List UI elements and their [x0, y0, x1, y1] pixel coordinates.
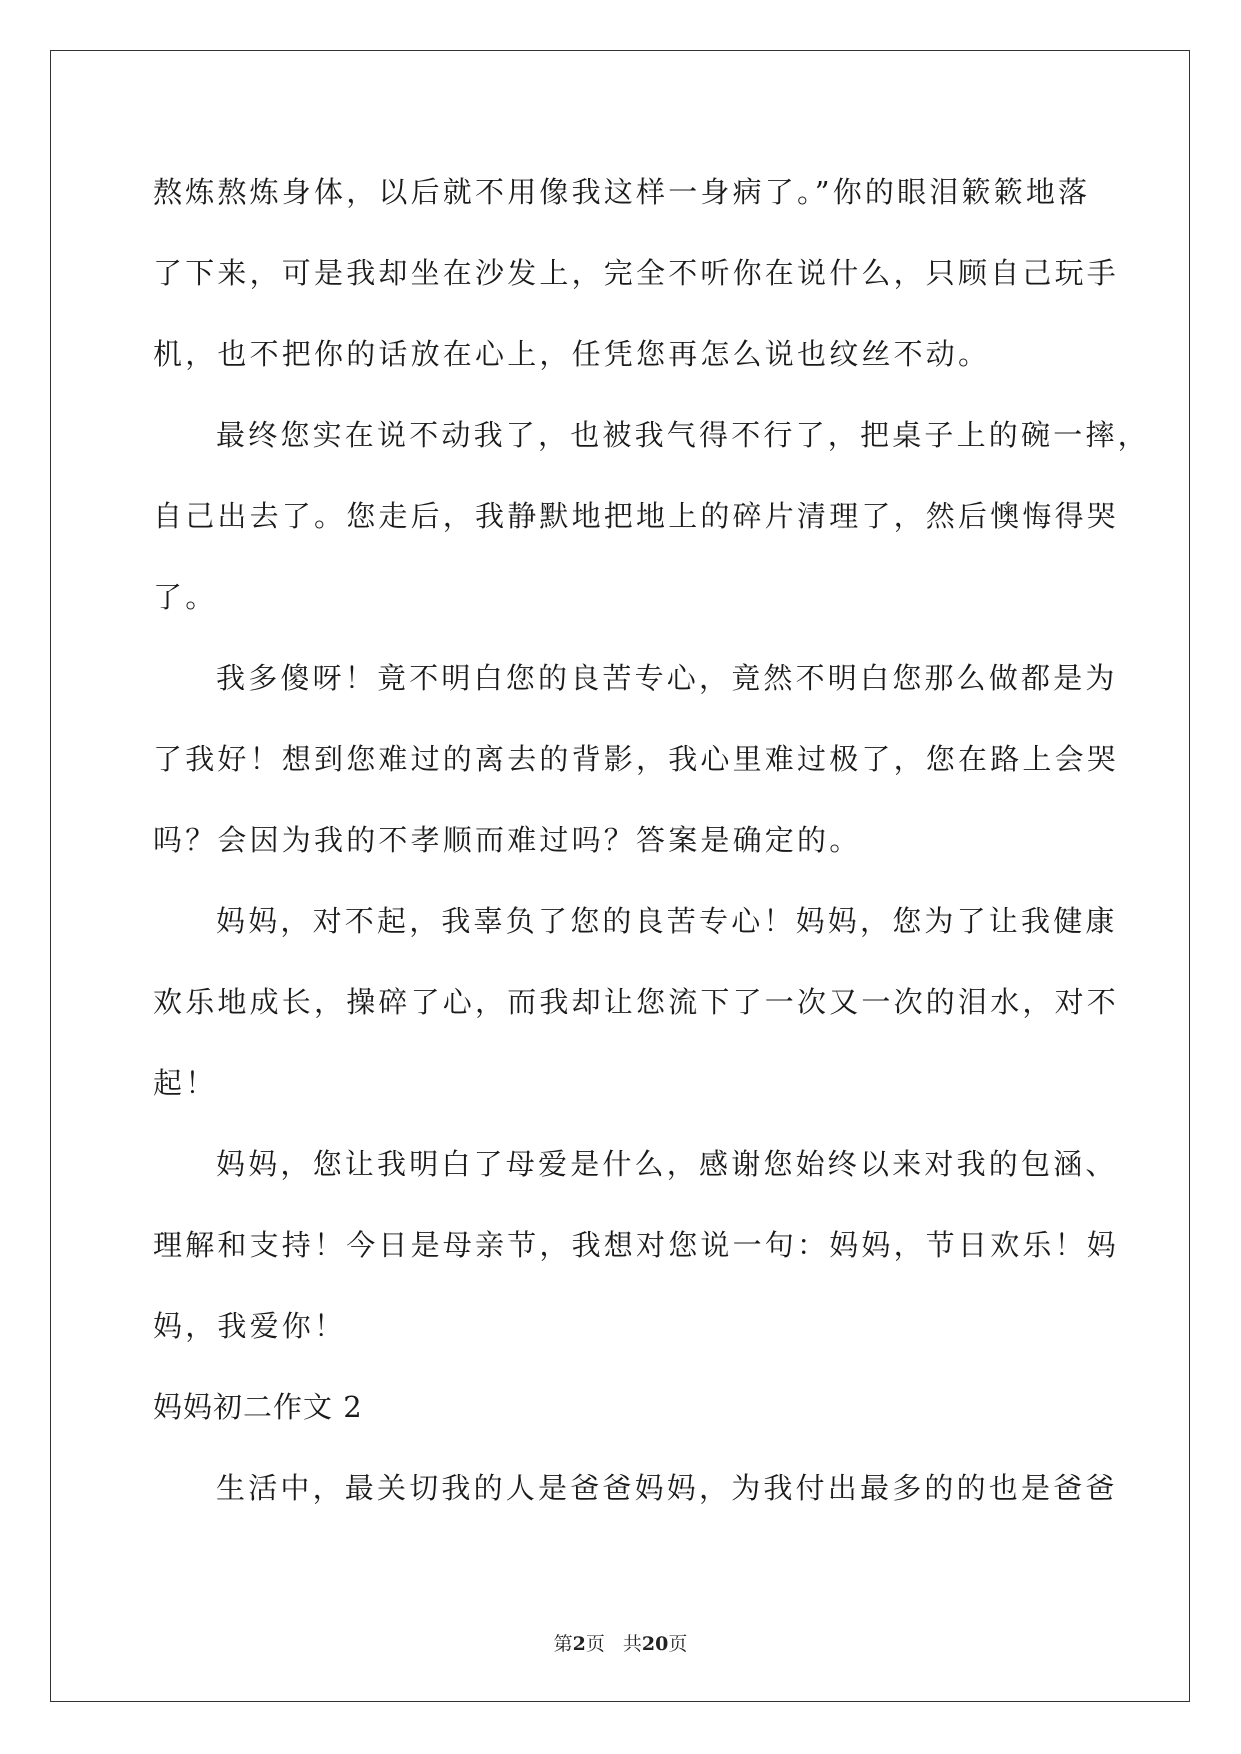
text-line: 熬炼熬炼身体，以后就不用像我这样一身病了。”你的眼泪簌簌地落: [153, 175, 1091, 209]
document-body: [153, 162, 1150, 1539]
text-line: 了。: [153, 580, 218, 614]
paragraph-start-line: 生活中，最关切我的人是爸爸妈妈，为我付出最多的的也是爸爸: [216, 1471, 1118, 1505]
text-line: 欢乐地成长，操碎了心，而我却让您流下了一次又一次的泪水，对不: [153, 985, 1120, 1019]
text-line: 机，也不把你的话放在心上，任凭您再怎么说也纹丝不动。: [153, 337, 991, 371]
page-suffix: 页: [585, 1633, 605, 1655]
paragraph-start-line: 我多傻呀！竟不明白您的良苦专心，竟然不明白您那么做都是为: [216, 661, 1118, 695]
paragraph-start-line: 妈妈，您让我明白了母爱是什么，感谢您始终以来对我的包涵、: [216, 1147, 1118, 1181]
text-line: 理解和支持！今日是母亲节，我想对您说一句：妈妈，节日欢乐！妈: [153, 1228, 1120, 1262]
page-footer: [0, 1630, 1241, 1658]
section-heading: 妈妈初二作文 2: [153, 1390, 363, 1424]
total-suffix: 页: [668, 1633, 688, 1655]
page-prefix: 第: [553, 1633, 573, 1655]
paragraph-start-line: 妈妈，对不起，我辜负了您的良苦专心！妈妈，您为了让我健康: [216, 904, 1118, 938]
total-prefix: 共: [622, 1633, 642, 1655]
text-line: 妈，我爱你！: [153, 1309, 347, 1343]
paragraph-start-line: 最终您实在说不动我了，也被我气得不行了，把桌子上的碗一摔，: [216, 418, 1150, 452]
text-line: 了下来，可是我却坐在沙发上，完全不听你在说什么，只顾自己玩手: [153, 256, 1120, 290]
text-line: 自己出去了。您走后，我静默地把地上的碎片清理了，然后懊悔得哭: [153, 499, 1120, 533]
text-line: 起！: [153, 1066, 218, 1100]
page-number: 2: [572, 1633, 586, 1655]
text-line: 吗？会因为我的不孝顺而难过吗？答案是确定的。: [153, 823, 862, 857]
total-pages: 20: [641, 1633, 669, 1655]
text-line: 了我好！想到您难过的离去的背影，我心里难过极了，您在路上会哭: [153, 742, 1120, 776]
